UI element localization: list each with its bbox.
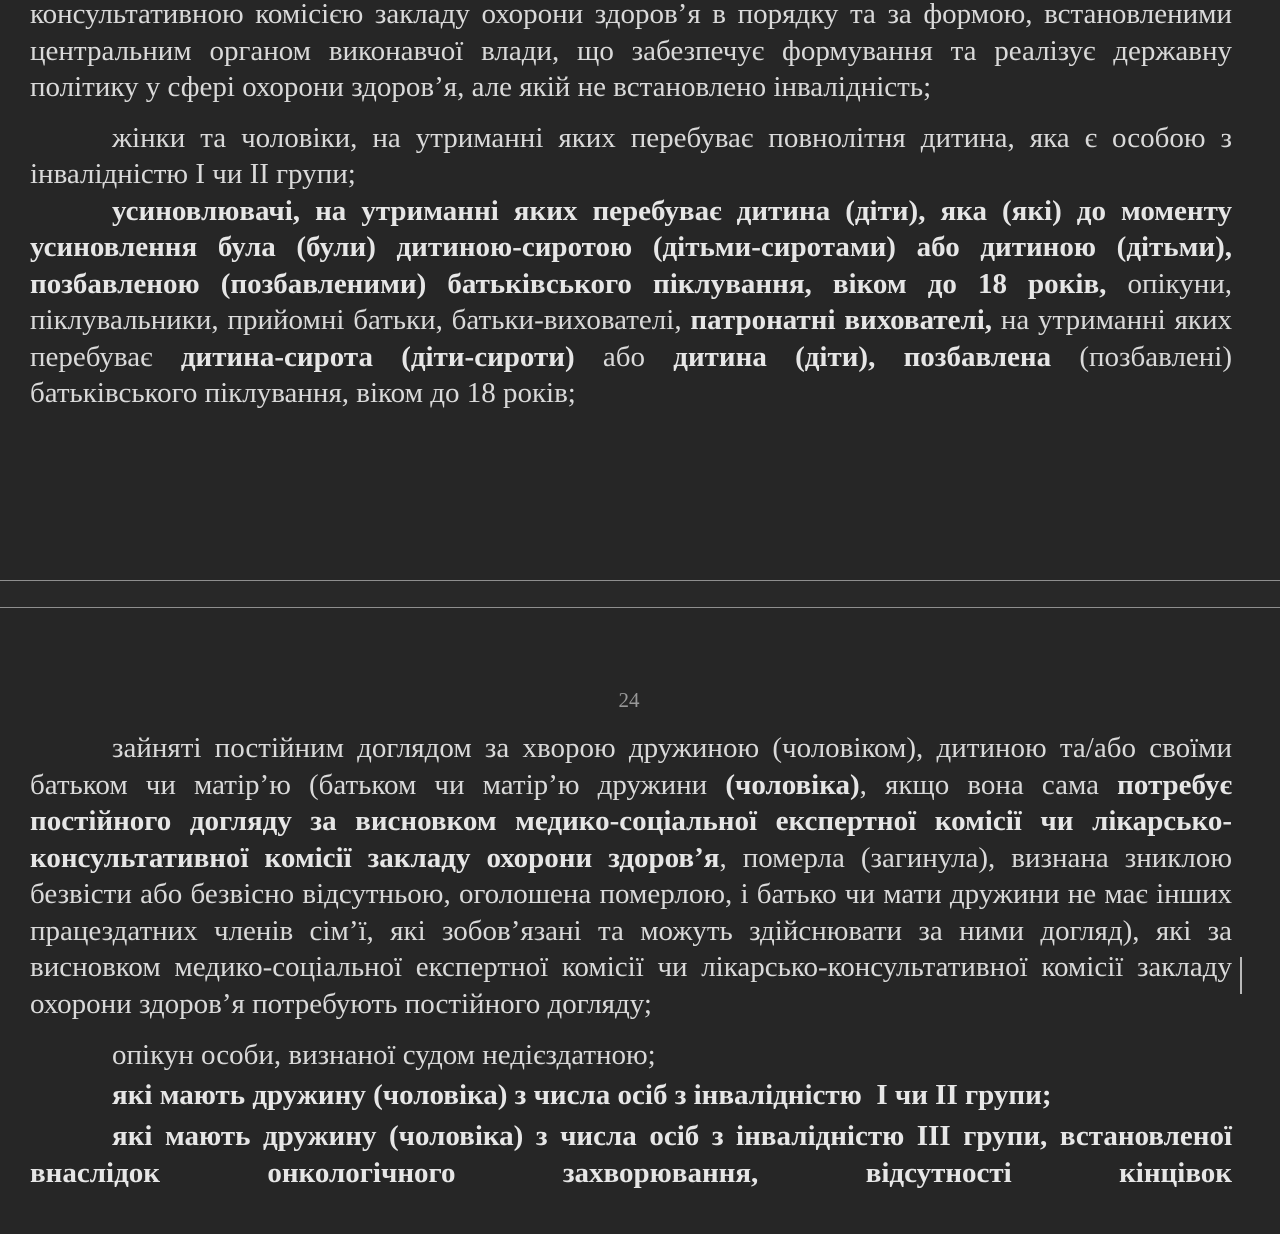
paragraph[interactable] [30,730,1232,1022]
text-segment: , якщо вона сама [859,768,1118,801]
text-segment-bold: які мають дружину (чоловіка) з числа осіб з інвалідністю І чи ІІ групи; [112,1078,1052,1111]
paragraph[interactable] [30,1037,1232,1074]
text-segment: на утриманні яких перебуває [30,304,1232,373]
text-segment-bold: усиновлювачі, на утриманні яких перебуває дитина (діти), яка (які) до моменту усиновлення була (були) дитиною-сиротою (дітьми-сиротами) або дитиною (дітьми), позбавленою (позбавленими) батьківського піклування, віком до 18 років, [30,194,1232,300]
text-segment: зайняті постійним доглядом за хворою дружиною (чоловіком), дитиною та/або своїми батьком чи матір’ю (батьком чи матір’ю дружини [30,732,1232,801]
text-segment: консультативною комісією закладу охорони здоров’я в порядку та за формою, встановленими центральним органом виконавчої влади, що забезпечує формування та реалізує державну політику у сфері охорони здоров’я, але якій не встановлено інвалідність; [30,0,1232,103]
page-24-text-block[interactable] [30,730,1232,1191]
text-segment: жінки та чоловіки, на утриманні яких перебуває повнолітня дитина, яка є особою з інвалідністю І чи ІІ групи; [30,121,1232,190]
text-segment: або [574,340,674,373]
text-segment-bold: патронатні вихователі, [690,304,993,336]
text-segment: опікуни, піклувальники, прийомні батьки, батьки-вихователі, [30,267,1232,336]
page-bottom-edge-line [0,580,1280,581]
text-segment: , померла (загинула), визнана зниклою безвісти або безвісно відсутньою, оголошена померлою, і батько чи мати дружини не має інших працездатних членів сім’ї, які зобов’язані та можуть здійснювати за ними догляд), які за висновком медико-соціальної експертної комісії чи лікарсько-консультативної комісії закладу охорони здоров’я потребують постійного догляду; [30,841,1232,1020]
page-23-text-block[interactable] [30,0,1232,412]
text-segment-bold: потребує постійного догляду за висновком медико-соціальної експертної комісії чи лікарсько-консультативної комісії закладу охорони здоров’я [30,768,1232,874]
paragraph[interactable] [30,1077,1232,1114]
text-segment: (позбавлені) батьківського піклування, віком до 18 років; [30,340,1233,409]
text-segment-bold: дитина (діти), позбавлена [673,340,1052,373]
page-number: 24 [618,688,640,712]
paragraph[interactable] [30,0,1232,106]
text-cursor [1240,957,1242,994]
page-top-edge-line [0,607,1280,608]
text-segment-bold: (чоловіка) [725,768,860,801]
paragraph[interactable] [30,193,1232,412]
text-segment-bold: які мають дружину (чоловіка) з числа осіб з інвалідністю ІІІ групи, встановленої внаслідок онкологічного захворювання, відсутності кінцівок [30,1120,1232,1189]
page-gap [0,581,1280,607]
text-segment-bold: дитина-сирота (діти-сироти) [180,340,575,373]
paragraph[interactable] [30,120,1232,193]
paragraph[interactable] [30,1118,1232,1191]
text-segment: опікун особи, визнаної судом недієздатною; [112,1039,656,1071]
